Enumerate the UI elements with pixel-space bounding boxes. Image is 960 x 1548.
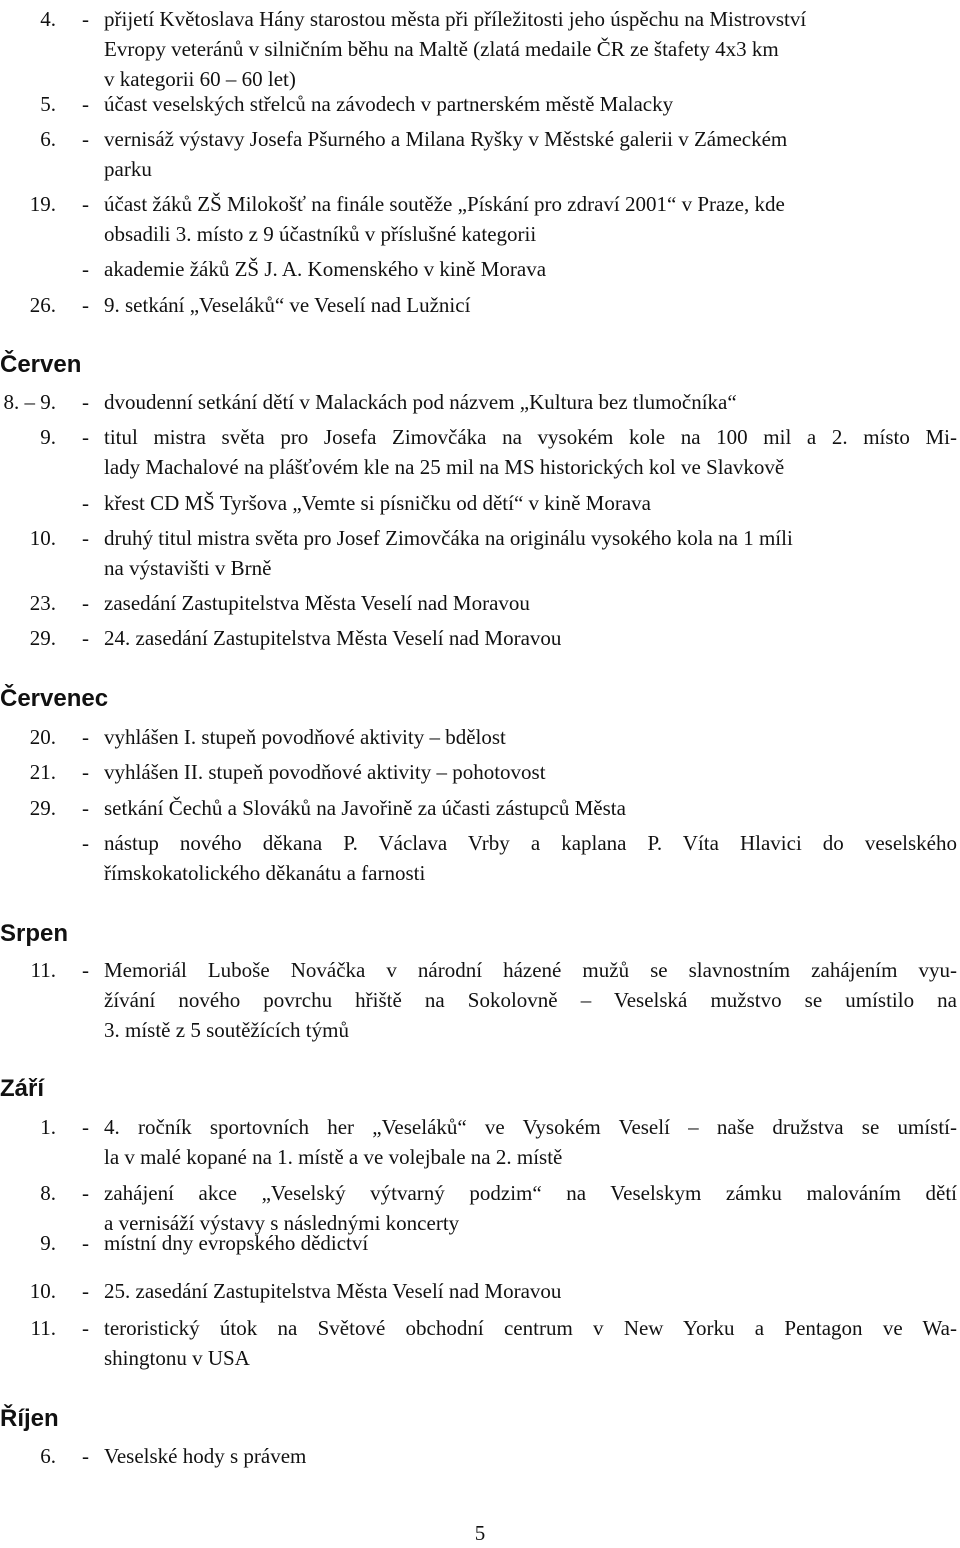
item-text [104, 523, 957, 583]
list-item [0, 290, 960, 317]
item-text [104, 757, 957, 787]
item-text [104, 189, 957, 249]
item-dash: - [82, 796, 89, 820]
item-text-line: setkání Čechů a Slováků na Javořině za účasti zástupců Města [104, 796, 626, 820]
item-dash: - [82, 526, 89, 550]
item-text-line: shingtonu v USA [104, 1346, 250, 1370]
item-dash: - [82, 92, 89, 116]
item-text [104, 1441, 957, 1471]
item-text [104, 387, 957, 417]
item-text [104, 1112, 957, 1172]
item-dash: - [82, 760, 89, 784]
item-text-line: 24. zasedání Zastupitelstva Města Veselí nad Moravou [104, 626, 562, 650]
page-number: 5 [474, 1521, 486, 1545]
list-item [0, 722, 960, 749]
item-dash: - [82, 293, 89, 317]
list-item [0, 1441, 960, 1468]
list-item [0, 623, 960, 650]
item-text-line: Evropy veteránů v silničním běhu na Maltě (zlatá medaile ČR ze štafety 4x3 km [104, 37, 779, 61]
item-text [104, 722, 957, 752]
item-date: 29. [29, 626, 56, 650]
item-dash: - [82, 1316, 89, 1340]
list-item [0, 1276, 960, 1303]
list-item [0, 1313, 960, 1370]
item-date: 20. [29, 725, 56, 749]
item-dash: - [82, 626, 89, 650]
item-dash: - [82, 1181, 89, 1205]
item-date: 8. – 9. [3, 390, 56, 414]
item-text-line: na výstavišti v Brně [104, 556, 272, 580]
item-date: 21. [29, 760, 56, 784]
list-item [0, 189, 960, 246]
item-date: 9. [40, 1231, 56, 1255]
item-date: 4. [40, 7, 56, 31]
item-text-line: dvoudenní setkání dětí v Malackách pod názvem „Kultura bez tlumočníka“ [104, 390, 737, 414]
list-item [0, 588, 960, 615]
item-text-line: nástup nového děkana P. Václava Vrby a kaplana P. Víta Hlavici do veselského [104, 831, 957, 855]
list-item [0, 523, 960, 580]
item-date: 5. [40, 92, 56, 116]
item-date: 1. [40, 1115, 56, 1139]
section-heading: Červen [0, 351, 82, 378]
list-item [0, 422, 960, 479]
item-date: 6. [40, 127, 56, 151]
item-dash: - [82, 192, 89, 216]
item-text [104, 254, 957, 284]
list-item [0, 757, 960, 784]
item-date: 10. [29, 1279, 56, 1303]
item-text-line: žívání nového povrchu hřiště na Sokolovně – Veselská mužstvo se umístilo na [104, 988, 957, 1012]
list-item [0, 1178, 960, 1235]
item-text-line: vyhlášen II. stupeň povodňové aktivity – pohotovost [104, 760, 546, 784]
item-date: 6. [40, 1444, 56, 1468]
item-date: 8. [40, 1181, 56, 1205]
item-text [104, 488, 957, 518]
item-dash: - [82, 491, 89, 515]
item-date: 10. [29, 526, 56, 550]
item-text-line: účast žáků ZŠ Milokošť na finále soutěže „Pískání pro zdraví 2001“ v Praze, kde [104, 192, 785, 216]
item-dash: - [82, 725, 89, 749]
list-item [0, 4, 960, 91]
list-item [0, 1112, 960, 1169]
item-text-line: Memoriál Luboše Nováčka v národní házené mužů se slavnostním zahájením vyu- [104, 958, 957, 982]
item-text-line: parku [104, 157, 152, 181]
item-text [104, 124, 957, 184]
item-dash: - [82, 1115, 89, 1139]
item-dash: - [82, 257, 89, 281]
item-text-line: křest CD MŠ Tyršova „Vemte si písničku od dětí“ v kině Morava [104, 491, 651, 515]
list-item [0, 793, 960, 820]
item-text-line: teroristický útok na Světové obchodní centrum v New Yorku a Pentagon ve Wa- [104, 1316, 957, 1340]
item-dash: - [82, 958, 89, 982]
item-text-line: vernisáž výstavy Josefa Pšurného a Milana Ryšky v Městské galerii v Zámeckém [104, 127, 788, 151]
item-text-line: a vernisáží výstavy s následnými koncerty [104, 1211, 460, 1235]
item-dash: - [82, 7, 89, 31]
list-item [0, 89, 960, 116]
list-item [0, 488, 960, 515]
item-text-line: římskokatolického děkanátu a farnosti [104, 861, 426, 885]
section-heading: Srpen [0, 920, 69, 947]
item-date: 23. [29, 591, 56, 615]
item-text-line: zahájení akce „Veselský výtvarný podzim“ na Veselskym zámku malováním dětí [104, 1181, 957, 1205]
section-heading: Říjen [0, 1405, 59, 1432]
item-text-line: akademie žáků ZŠ J. A. Komenského v kině Morava [104, 257, 547, 281]
section-heading: Září [0, 1075, 45, 1102]
item-date: 19. [29, 192, 56, 216]
item-text-line: v kategorii 60 – 60 let) [104, 67, 296, 91]
item-dash: - [82, 1231, 89, 1255]
item-text-line: druhý titul mistra světa pro Josef Zimovčáka na originálu vysokého kola na 1 míli [104, 526, 793, 550]
item-text-line: 4. ročník sportovních her „Veseláků“ ve Vysokém Veselí – naše družstva se umístí- [104, 1115, 957, 1139]
item-text-line: obsadili 3. místo z 9 účastníků v příslušné kategorii [104, 222, 537, 246]
item-text-line: titul mistra světa pro Josefa Zimovčáka na vysokém kole na 100 mil a 2. místo Mi- [104, 425, 957, 449]
item-text [104, 828, 957, 888]
item-text-line: účast veselských střelců na závodech v partnerském městě Malacky [104, 92, 674, 116]
item-date: 9. [40, 425, 56, 449]
item-date: 11. [30, 1316, 56, 1340]
item-date: 26. [29, 293, 56, 317]
section-heading: Červenec [0, 685, 109, 712]
item-text [104, 422, 957, 482]
list-item [0, 124, 960, 181]
item-text [104, 89, 957, 119]
item-text [104, 1313, 957, 1373]
item-text [104, 290, 957, 320]
list-item [0, 254, 960, 281]
list-item [0, 828, 960, 885]
item-date: 11. [30, 958, 56, 982]
item-text-line: místní dny evropského dědictví [104, 1231, 369, 1255]
item-dash: - [82, 425, 89, 449]
list-item [0, 1228, 960, 1255]
item-dash: - [82, 127, 89, 151]
item-text [104, 793, 957, 823]
item-text-line: 9. setkání „Veseláků“ ve Veselí nad Lužnicí [104, 293, 471, 317]
item-text-line: 3. místě z 5 soutěžících týmů [104, 1018, 349, 1042]
item-text [104, 1276, 957, 1306]
item-text-line: 25. zasedání Zastupitelstva Města Veselí nad Moravou [104, 1279, 562, 1303]
list-item [0, 955, 960, 1042]
item-dash: - [82, 831, 89, 855]
item-text-line: lady Machalové na plášťovém kle na 25 mil na MS historických kol ve Slavkově [104, 455, 785, 479]
item-text [104, 623, 957, 653]
item-text [104, 4, 957, 94]
item-text [104, 955, 957, 1045]
item-dash: - [82, 1444, 89, 1468]
item-text-line: přijetí Květoslava Hány starostou města při příležitosti jeho úspěchu na Mistrovství [104, 7, 807, 31]
item-dash: - [82, 390, 89, 414]
item-dash: - [82, 1279, 89, 1303]
item-text-line: Veselské hody s právem [104, 1444, 307, 1468]
item-date: 29. [29, 796, 56, 820]
item-text [104, 1228, 957, 1258]
item-text-line: zasedání Zastupitelstva Města Veselí nad Moravou [104, 591, 530, 615]
item-text [104, 588, 957, 618]
item-text-line: la v malé kopané na 1. místě a ve volejbale na 2. místě [104, 1145, 563, 1169]
item-dash: - [82, 591, 89, 615]
list-item [0, 387, 960, 414]
item-text-line: vyhlášen I. stupeň povodňové aktivity – bdělost [104, 725, 506, 749]
